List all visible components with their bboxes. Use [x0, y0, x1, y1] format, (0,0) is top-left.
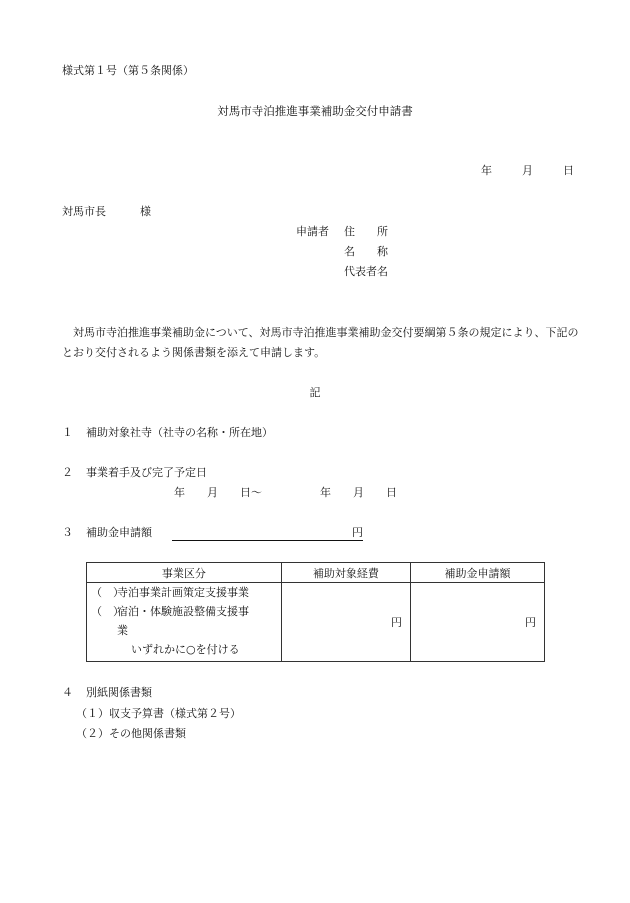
applicant-address-label: 住 所: [344, 225, 388, 238]
item-2-start-date: 年 月 日～: [174, 486, 262, 499]
option-facility-continuation: 業: [117, 624, 128, 637]
option-planning[interactable]: [87, 583, 281, 602]
grant-amount-field[interactable]: [172, 526, 363, 541]
ki-heading: 記: [309, 386, 321, 399]
header-grant-amount: 補助金申請額: [411, 563, 545, 583]
item-3: [62, 526, 363, 541]
category-cell: [87, 583, 282, 662]
item-2-label: 事業着手及び完了予定日: [86, 466, 207, 479]
item-1-label: 補助対象社寺（社寺の名称・所在地）: [86, 426, 273, 439]
item-2-number: ２: [62, 466, 73, 479]
option-planning-label: 寺泊事業計画策定支援事業: [117, 586, 249, 599]
table-row: [87, 583, 545, 662]
option-facility-label: 宿泊・体験施設整備支援事: [117, 605, 249, 618]
option-note: いずれかに○を付ける: [131, 643, 240, 656]
item-4-sub-2: （２）その他関係書類: [76, 727, 186, 740]
item-4-label: 別紙関係書類: [86, 686, 152, 699]
table-header-row: [87, 563, 545, 583]
header-category: 事業区分: [87, 563, 282, 583]
application-table: [86, 562, 545, 662]
option-facility-checkbox[interactable]: （ ）: [91, 605, 124, 618]
item-4: [62, 686, 152, 700]
date-day: 日: [563, 164, 574, 177]
header-eligible-cost: 補助対象経費: [281, 563, 410, 583]
item-2-end-date: 年 月 日: [320, 486, 397, 499]
document-title: 対馬市寺泊推進事業補助金交付申請書: [217, 104, 413, 118]
addressee-honorific: 様: [140, 205, 151, 218]
option-planning-checkbox[interactable]: （ ）: [91, 586, 124, 599]
date-month: 月: [522, 164, 533, 177]
item-3-number: ３: [62, 526, 73, 539]
item-4-number: ４: [62, 686, 73, 699]
body-paragraph: 対馬市寺泊推進事業補助金について、対馬市寺泊推進事業補助金交付要綱第５条の規定により、下記のとおり交付されるよう関係書類を添えて申請します。: [62, 326, 579, 359]
option-facility[interactable]: [87, 602, 281, 621]
applicant-label: 申請者: [296, 225, 329, 238]
item-4-sub-1: （１）収支予算書（様式第２号）: [76, 707, 241, 720]
grant-amount-cell-unit: 円: [525, 616, 536, 629]
item-3-label: 補助金申請額: [86, 526, 152, 539]
form-id: 様式第１号（第５条関係）: [62, 64, 194, 77]
addressee: [62, 205, 151, 219]
item-2: [62, 466, 207, 480]
applicant-name-label: 名 称: [344, 245, 388, 258]
item-1: [62, 426, 273, 440]
addressee-name: 対馬市長: [62, 205, 106, 218]
grant-amount-unit: 円: [352, 526, 363, 539]
eligible-cost-unit: 円: [391, 616, 403, 629]
applicant-rep-label: 代表者名: [344, 265, 388, 278]
item-1-number: １: [62, 426, 73, 439]
date-line: [481, 164, 574, 178]
date-year: 年: [481, 164, 492, 177]
eligible-cost-cell[interactable]: [281, 583, 410, 662]
grant-amount-cell[interactable]: [411, 583, 545, 662]
